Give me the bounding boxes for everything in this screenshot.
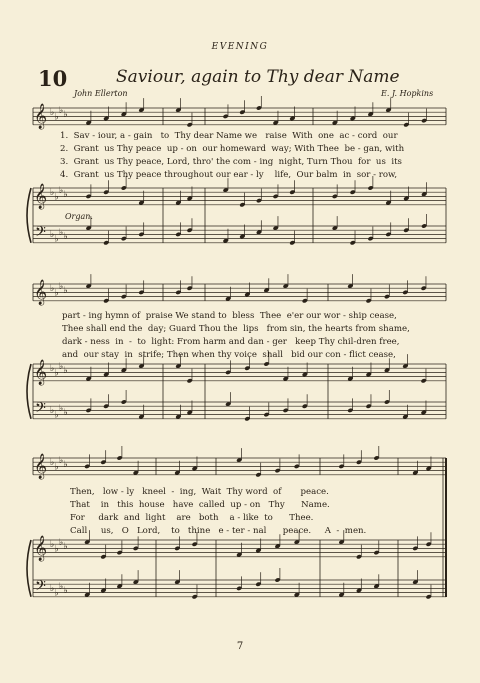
verse-line: 1. Sav - iour, a - gain to Thy dear Name we raise With one ac - cord our — [60, 131, 398, 141]
key-flat: ♭ — [50, 284, 55, 295]
key-flat: ♭ — [63, 232, 68, 243]
key-flat: ♭ — [59, 404, 64, 414]
key-flat: ♭ — [54, 368, 59, 379]
treble-clef: 𝄞 — [34, 104, 48, 129]
key-flat: ♭ — [59, 456, 64, 466]
key-flat: ♭ — [50, 458, 55, 469]
bass-clef: 𝄢 — [35, 578, 46, 598]
verse-line: part - ing hymn of praise We stand to bless Thee e'er our wor - ship cease, — [62, 311, 397, 321]
key-flat: ♭ — [63, 110, 68, 121]
key-flat: ♭ — [50, 584, 55, 595]
key-flat: ♭ — [50, 108, 55, 119]
key-flat: ♭ — [59, 538, 64, 548]
key-flat: ♭ — [59, 186, 64, 196]
key-flat: ♭ — [50, 406, 55, 417]
verse-line: That in this house have called up - on Thy Name. — [70, 500, 330, 510]
key-flat: ♭ — [63, 286, 68, 297]
key-flat: ♭ — [63, 190, 68, 201]
key-flat: ♭ — [59, 362, 64, 372]
treble-clef: 𝄞 — [34, 536, 48, 561]
page-number: 7 — [236, 641, 244, 652]
key-flat: ♭ — [63, 460, 68, 471]
verse-line: Then, low - ly kneel - ing, Wait Thy word of peace. — [70, 487, 329, 497]
key-flat: ♭ — [59, 106, 64, 116]
verse-line: dark - ness in - to light: From harm and dan - ger keep Thy chil-dren free, — [62, 337, 400, 347]
hymn-number: 10 — [38, 66, 68, 91]
key-flat: ♭ — [59, 282, 64, 292]
treble-clef: 𝄞 — [34, 184, 48, 209]
key-flat: ♭ — [63, 366, 68, 377]
key-flat: ♭ — [50, 230, 55, 241]
key-flat: ♭ — [50, 188, 55, 199]
key-flat: ♭ — [54, 288, 59, 299]
key-flat: ♭ — [54, 462, 59, 473]
system-brace — [27, 540, 31, 597]
verse-line: Thee shall end the day; Guard Thou the lips from sin, the hearts from shame, — [62, 324, 410, 334]
running-header: EVENING — [211, 42, 269, 52]
treble-clef: 𝄞 — [34, 280, 48, 305]
key-flat: ♭ — [59, 228, 64, 238]
verse-line: Call us, O Lord, to thine e - ter - nal peace. A - men. — [70, 526, 367, 536]
treble-clef: 𝄞 — [34, 454, 48, 479]
key-flat: ♭ — [63, 586, 68, 597]
verse-line: For dark and light are both a - like to Thee. — [70, 513, 314, 523]
system-brace — [27, 364, 31, 419]
bass-clef: 𝄢 — [35, 400, 46, 420]
bass-clef: 𝄢 — [35, 224, 46, 244]
verse-line: 2. Grant us Thy peace up - on our homeward way; With Thee be - gan, with — [60, 144, 405, 154]
author-credit: John Ellerton — [74, 89, 128, 98]
key-flat: ♭ — [50, 540, 55, 551]
key-flat: ♭ — [54, 410, 59, 421]
key-flat: ♭ — [54, 234, 59, 245]
key-flat: ♭ — [54, 588, 59, 599]
key-flat: ♭ — [54, 192, 59, 203]
key-flat: ♭ — [59, 582, 64, 592]
treble-clef: 𝄞 — [34, 360, 48, 385]
system-brace — [27, 188, 31, 243]
verse-line: 4. Grant us Thy peace throughout our ear - ly life, Our balm in sor - row, — [60, 170, 398, 180]
key-flat: ♭ — [63, 542, 68, 553]
key-flat: ♭ — [63, 408, 68, 419]
composer-credit: E. J. Hopkins — [381, 89, 434, 98]
organ-label: Organ. — [65, 212, 93, 221]
key-flat: ♭ — [54, 112, 59, 123]
key-flat: ♭ — [50, 364, 55, 375]
verse-line: 3. Grant us Thy peace, Lord, thro' the com - ing night, Turn Thou for us its — [60, 157, 402, 167]
verse-line: and our stay in strife; Then when thy voice shall bid our con - flict cease, — [62, 350, 396, 360]
hymn-title: Saviour, again to Thy dear Name — [116, 67, 400, 87]
key-flat: ♭ — [54, 544, 59, 555]
